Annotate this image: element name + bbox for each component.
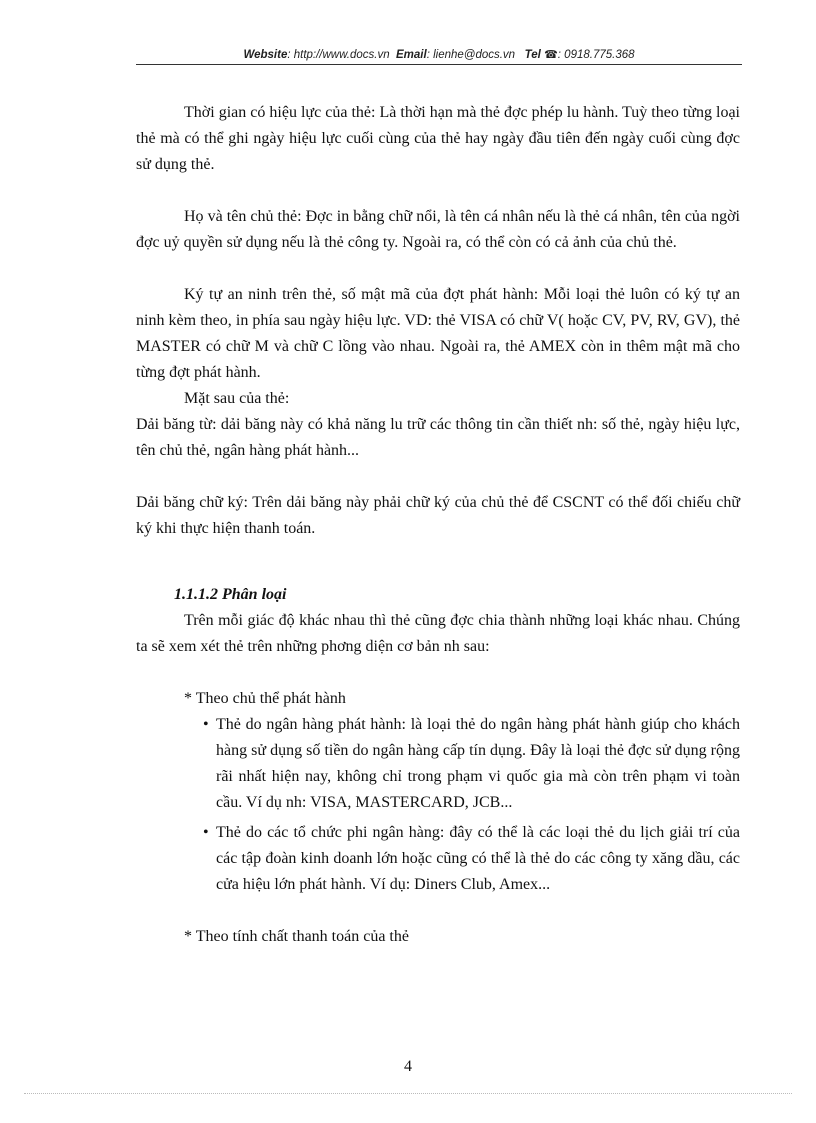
email-value: : lienhe@docs.vn (426, 49, 516, 61)
section-intro: Trên mỗi giác độ khác nhau thì thẻ cũng đợc chia thành những loại khác nhau. Chúng ta sẽ xem xét thẻ trên những phơng diện cơ bản nh sau: (136, 612, 740, 655)
list-item (203, 820, 740, 898)
phone-icon: ☎ (544, 49, 558, 61)
category-payment-nature: * Theo tính chất thanh toán của thẻ (184, 928, 409, 945)
website-value: : http://www.docs.vn (287, 49, 390, 61)
footer-divider (24, 1093, 792, 1094)
bullet-bank-card: Thẻ do ngân hàng phát hành: là loại thẻ do ngân hàng phát hành giúp cho khách hàng sử dụng số tiền do ngân hàng cấp tín dụng. Đây là loại thẻ đợc sử dụng rộng rãi nhất hiện nay, không chỉ trong phạm vi quốc gia mà còn trên phạm vi toàn cầu. Ví dụ nh: VISA, MASTERCARD, JCB... (216, 716, 740, 811)
bullet-non-bank-card: Thẻ do các tổ chức phi ngân hàng: đây có thể là các loại thẻ du lịch giải trí của các tập đoàn kinh doanh lớn hoặc cũng có thể là thẻ do các công ty xăng dầu, các cửa hiệu lớn phát hành. Ví dụ: Diners Club, Amex... (216, 824, 740, 893)
tel-value: : 0918.775.368 (557, 49, 635, 61)
list-item (203, 712, 740, 816)
page-header (136, 48, 742, 65)
paragraph-security-characters: Ký tự an ninh trên thẻ, số mật mã của đợt phát hành: Mỗi loại thẻ luôn có ký tự an ninh kèm theo, in phía sau ngày hiệu lực. VD: thẻ VISA có chữ V( hoặc CV, PV, RV, GV), thẻ MASTER có chữ M và chữ C lồng vào nhau. Ngoài ra, thẻ AMEX còn in thêm mật mã cho từng đợt phát hành. (136, 286, 740, 381)
paragraph-cardholder-name: Họ và tên chủ thẻ: Đợc in bằng chữ nổi, là tên cá nhân nếu là thẻ cá nhân, tên của ngời đợc uỷ quyền sử dụng nếu là thẻ công ty. Ngoài ra, có thể còn có cả ảnh của chủ thẻ. (136, 208, 740, 251)
bullet-icon: • (203, 716, 209, 733)
section-heading: 1.1.1.2 Phân loại (174, 586, 287, 603)
category-issuer: * Theo chủ thể phát hành (184, 690, 346, 707)
paragraph-signature-strip: Dải băng chữ ký: Trên dải băng này phải chữ ký của chủ thẻ để CSCNT có thể đối chiếu chữ ký khi thực hiện thanh toán. (136, 494, 740, 537)
email-label: Email (396, 49, 427, 61)
issuer-list (136, 712, 740, 898)
tel-label: Tel (524, 49, 541, 61)
paragraph-validity: Thời gian có hiệu lực của thẻ: Là thời hạn mà thẻ đợc phép lu hành. Tuỳ theo từng loại thẻ mà có thể ghi ngày hiệu lực cuối cùng của thẻ hay ngày đầu tiên đến ngày cuối cùng đợc sử dụng thẻ. (136, 104, 740, 173)
paragraph-magnetic-stripe: Dải băng từ: dải băng này có khả năng lu trữ các thông tin cần thiết nh: số thẻ, ngày hiệu lực, tên chủ thẻ, ngân hàng phát hành... (136, 416, 740, 459)
bullet-icon: • (203, 824, 209, 841)
paragraph-card-back: Mặt sau của thẻ: (184, 390, 290, 407)
page-number: 4 (404, 1058, 412, 1075)
website-label: Website (243, 49, 288, 61)
document-body (136, 100, 740, 950)
